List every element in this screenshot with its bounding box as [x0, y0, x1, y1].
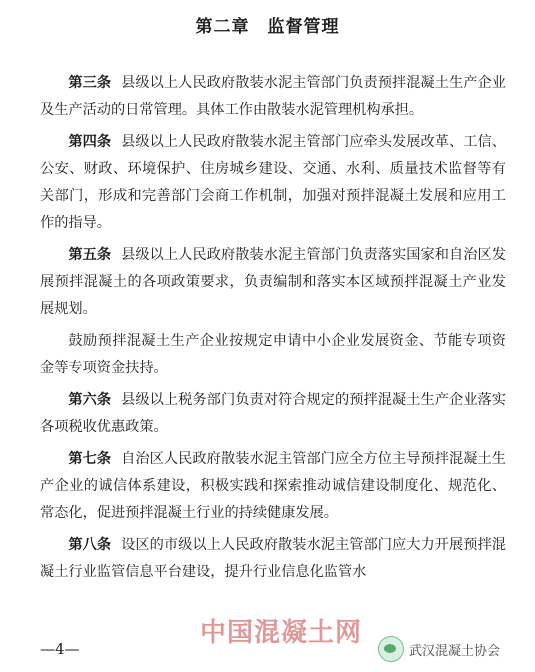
article-4	[40, 129, 506, 237]
page-number: —4—	[40, 640, 80, 658]
article-text: 自治区人民政府散装水泥主管部门应全方位主导预拌混凝土生产企业的诚信体系建设，积极实践和探索推动诚信建设制度化、规范化、常态化，促进预拌混凝土行业的持续健康发展。	[40, 451, 506, 521]
article-label: 第六条	[68, 392, 112, 408]
article-text: 设区的市级以上人民政府散装水泥主管部门应大力开展预拌混凝土行业监管信息平台建设，提升行业信息化监管水	[40, 537, 506, 580]
article-7	[40, 446, 506, 527]
watermark: 中国混凝土网	[200, 618, 363, 648]
article-label: 第七条	[68, 451, 112, 467]
watermark-logo	[378, 636, 500, 662]
article-5	[40, 242, 506, 323]
article-text: 县级以上人民政府散装水泥主管部门应牵头发展改革、工信、公安、财政、环境保护、住房城乡建设、交通、水利、质量技术监督等有关部门，形成和完善部门会商工作机制，加强对预拌混凝土发展和应用工作的指导。	[40, 134, 506, 231]
article-text: 鼓励预拌混凝土生产企业按规定申请中小企业发展资金、节能专项资金等专项资金扶持。	[40, 333, 506, 376]
article-label: 第五条	[68, 247, 112, 263]
article-6	[40, 387, 506, 441]
article-3	[40, 70, 506, 124]
article-label: 第三条	[68, 75, 112, 91]
chapter-number: 第二章	[195, 17, 250, 37]
article-text: 县级以上人民政府散装水泥主管部门负责落实国家和自治区发展预拌混凝土的各项政策要求，负责编制和落实本区域预拌混凝土产业发展规划。	[40, 247, 506, 317]
article-text: 县级以上人民政府散装水泥主管部门负责预拌混凝土生产企业及生产活动的日常管理。具体工作由散装水泥管理机构承担。	[40, 75, 506, 118]
article-5-paragraph-2	[40, 328, 506, 382]
document-body	[40, 70, 506, 591]
chapter-heading	[0, 12, 535, 37]
chapter-title: 监督管理	[267, 17, 340, 37]
watermark-logo-text: 武汉混凝土协会	[409, 643, 501, 659]
article-8	[40, 532, 506, 586]
article-text: 县级以上税务部门负责对符合规定的预拌混凝土生产企业落实各项税收优惠政策。	[40, 392, 506, 435]
article-label: 第四条	[68, 134, 112, 150]
association-logo-icon	[378, 636, 404, 662]
article-label: 第八条	[68, 537, 112, 553]
